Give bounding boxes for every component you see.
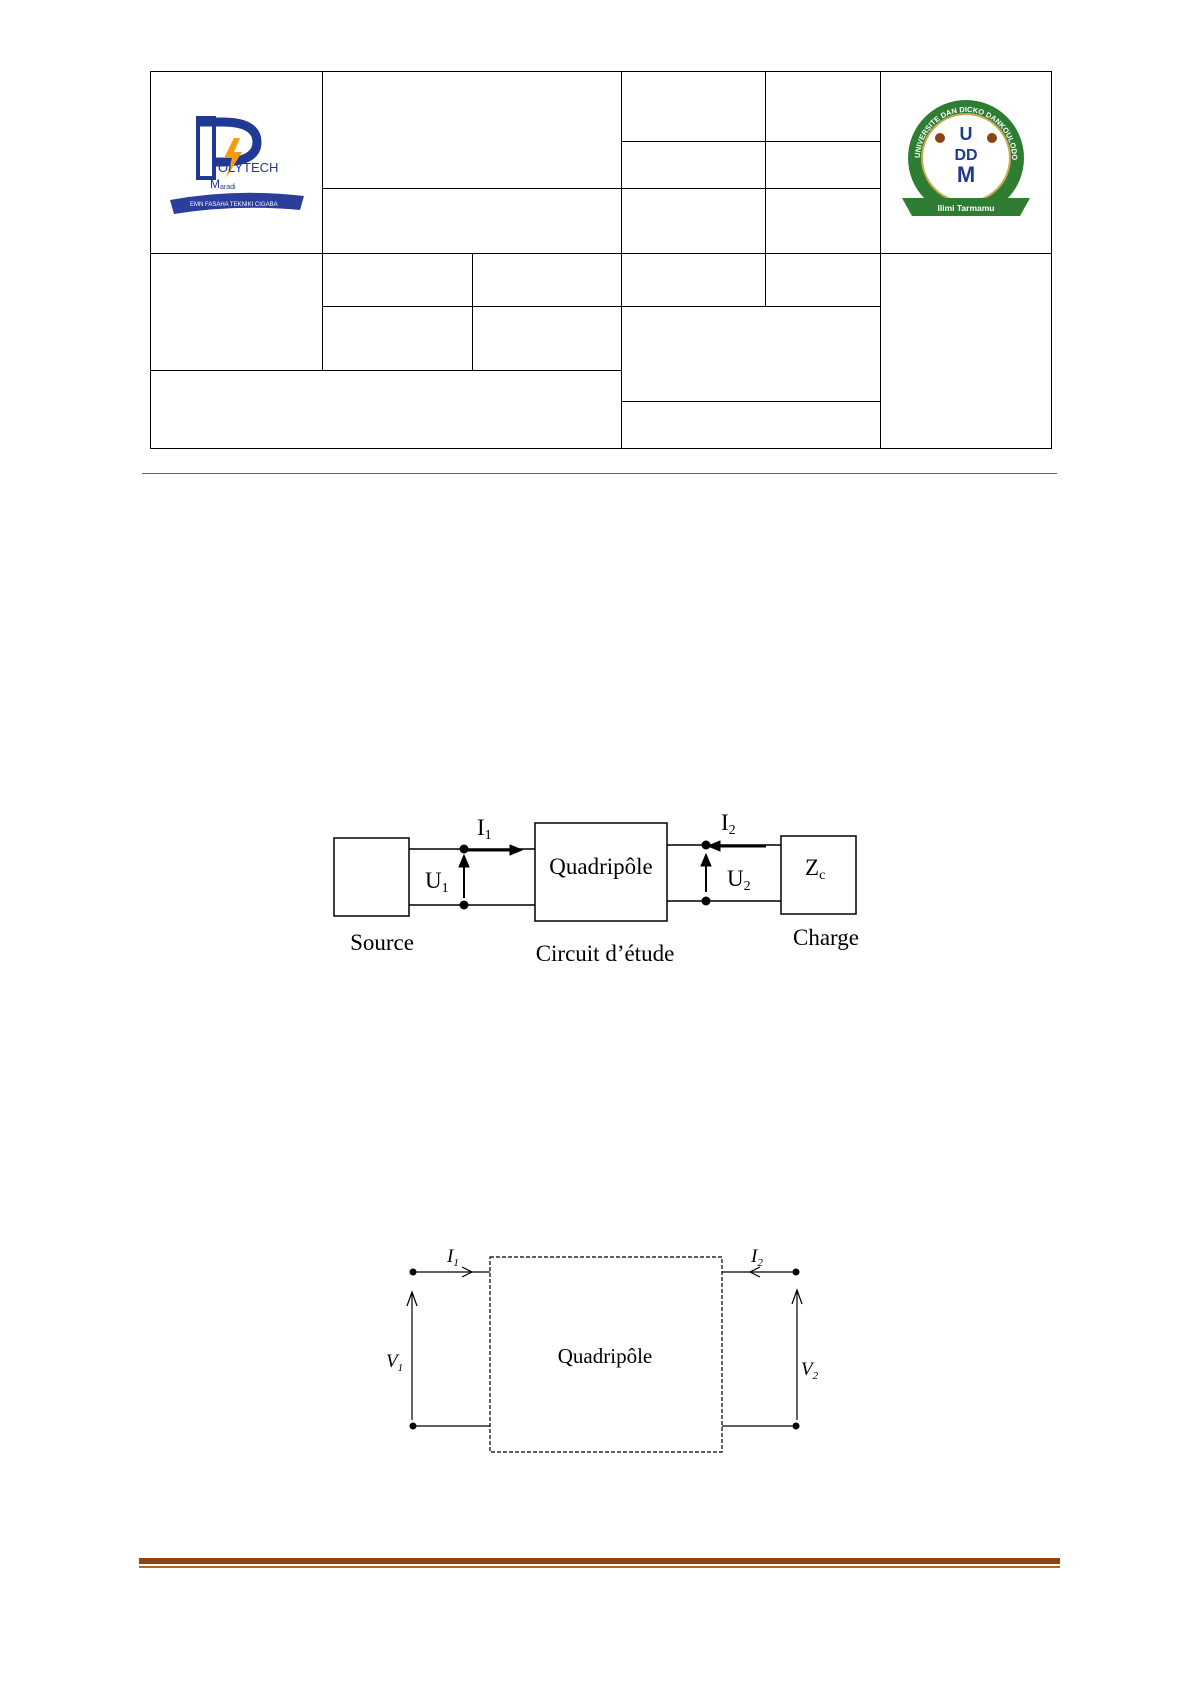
footer-rule <box>139 1558 1060 1564</box>
u1-subscript: 1 <box>441 881 449 896</box>
u2-label: U <box>727 866 744 891</box>
source-label: Source <box>350 930 414 955</box>
quadripole2-label: Quadripôle <box>557 1344 653 1368</box>
quadripole-label: Quadripôle <box>549 854 653 879</box>
i1-arrowhead <box>510 845 522 855</box>
i1-label: I <box>477 815 485 840</box>
load-impedance-label: Z <box>805 855 820 880</box>
q2-node-in-bottom <box>410 1423 417 1430</box>
u2-subscript: 2 <box>743 879 751 894</box>
i2-subscript: 2 <box>728 823 736 838</box>
i2-label: I <box>721 810 729 835</box>
load-label: Charge <box>792 925 860 950</box>
u1-arrowhead <box>459 855 469 867</box>
v2-label: V <box>801 1359 813 1380</box>
logo-line-aradi: aradi <box>219 184 236 192</box>
q2-node-in-top <box>410 1269 417 1276</box>
v1-subscript: 1 <box>397 1362 404 1374</box>
q2-node-out-bottom <box>793 1423 800 1430</box>
seal-letters-dd: DD <box>954 147 978 165</box>
i2-arrowhead <box>708 841 720 851</box>
svg-text:V2 <box>801 1359 819 1382</box>
svg-text:I1 <box>477 815 492 843</box>
i2b-subscript: 2 <box>757 1257 763 1269</box>
svg-text:U2 <box>727 866 751 894</box>
svg-text:U1 <box>425 868 449 896</box>
logo-motto: EMN FASAHA TEKNIKI CIGABA <box>189 202 278 209</box>
i2b-label: I <box>751 1246 758 1267</box>
seal-letter-m: M <box>956 162 976 188</box>
v2-subscript: 2 <box>812 1370 819 1382</box>
load-impedance-subscript: c <box>819 868 826 883</box>
svg-text:V1 <box>386 1351 403 1374</box>
i1b-subscript: 1 <box>453 1257 459 1269</box>
svg-text:I1 <box>446 1246 459 1269</box>
seal-ring-text: UNIVERSITE DAN DICKO DANKOULODO <box>912 105 1020 161</box>
logo-line-olytech: OLYTECH <box>217 160 278 176</box>
node-in-bottom <box>460 901 468 909</box>
svg-text:I2 <box>721 810 736 838</box>
i1-subscript: 1 <box>484 828 492 843</box>
svg-text:I2 <box>750 1246 763 1269</box>
i1b-label: I <box>447 1246 454 1267</box>
q2-node-out-top <box>793 1269 800 1276</box>
seal-ribbon-text: Ilimi Tarmamu <box>937 203 995 214</box>
svg-text:Zc <box>805 855 825 883</box>
source-box <box>334 838 409 916</box>
v1-label: V <box>386 1351 398 1372</box>
circuit-label: Circuit d’étude <box>535 941 675 966</box>
seal-letter-u: U <box>959 124 973 145</box>
footer-rule-thin <box>139 1566 1060 1568</box>
logo-line-m: M <box>209 177 220 192</box>
u1-label: U <box>425 868 442 893</box>
node-out-bottom <box>702 897 710 905</box>
u2-arrowhead <box>701 854 711 866</box>
